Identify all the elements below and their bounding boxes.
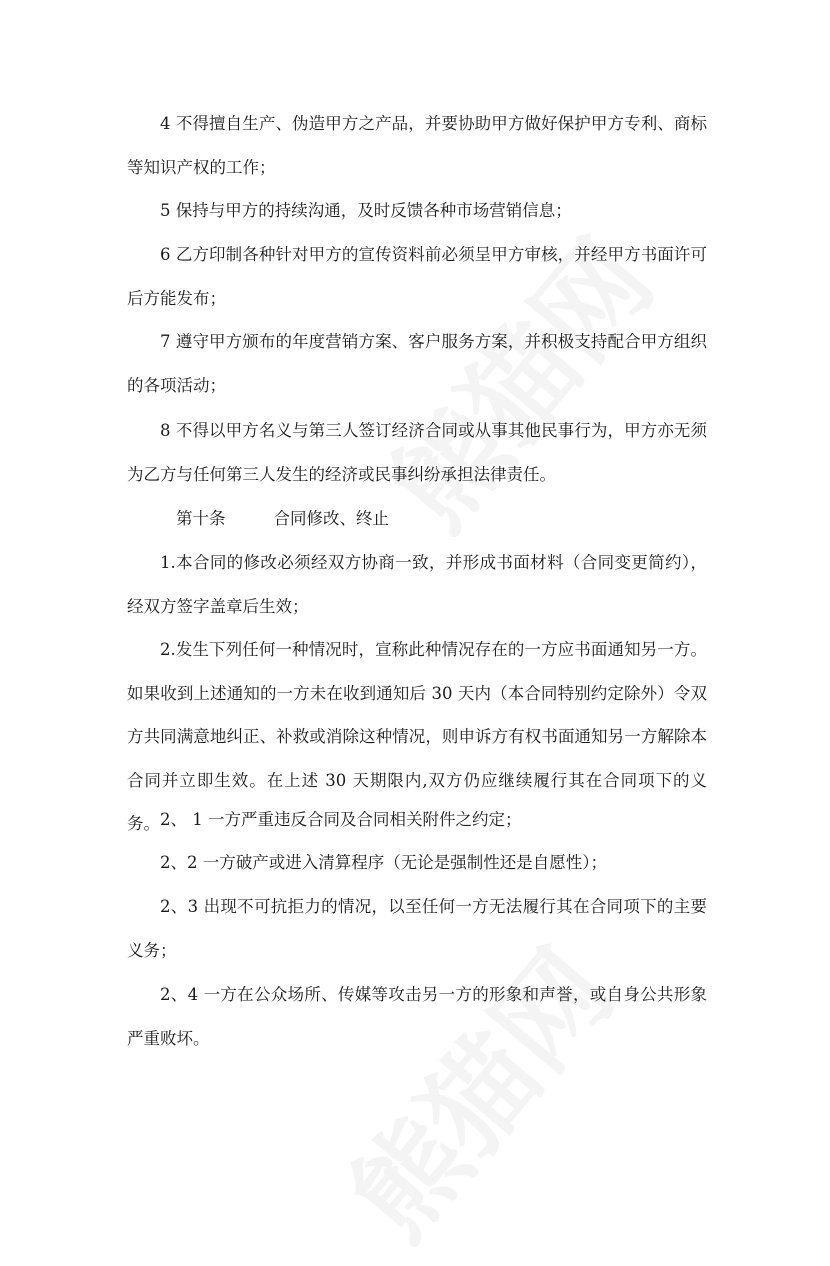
obligation-item-8: 8 不得以甲方名义与第三人签订经济合同或从事其他民事行为，甲方亦无须为乙方与任何第三人发生的经济或民事纠纷承担法律责任。 [127, 421, 707, 484]
article-heading [176, 497, 389, 541]
obligation-item-6: 6 乙方印制各种针对甲方的宣传资料前必须呈甲方审核，并经甲方书面许可后方能发布； [127, 245, 707, 308]
clause-2: 2.发生下列任何一种情况时，宣称此种情况存在的一方应书面通知另一方。如果收到上述通知的一方未在收到通知后 30 天内（本合同特别约定除外）令双方共同满意地纠正、补救或消除这种情况，则申诉方有权书面通知另一方解除本合同并立即生效。在上述 30 天期限内,双方仍应继续履行其在合同项下的义务。 [127, 640, 707, 833]
obligation-item-5: 5 保持与甲方的持续沟通，及时反馈各种市场营销信息； [160, 201, 572, 220]
clause-2-2: 2、2 一方破产或进入清算程序（无论是强制性还是自愿性）； [160, 853, 607, 872]
clause-2-3: 2、3 出现不可抗拒力的情况，以至任何一方无法履行其在合同项下的主要义务； [127, 897, 707, 960]
obligation-item-4: 4 不得擅自生产、伪造甲方之产品，并要协助甲方做好保护甲方专利、商标等知识产权的工作； [127, 114, 707, 177]
article-title: 合同修改、终止 [273, 509, 389, 528]
obligation-item-7: 7 遵守甲方颁布的年度营销方案、客户服务方案，并积极支持配合甲方组织的各项活动； [127, 332, 707, 395]
article-number: 第十条 [176, 509, 226, 528]
clause-1: 1.本合同的修改必须经双方协商一致，并形成书面材料（合同变更简约），经双方签字盖章后生效； [127, 553, 707, 616]
clause-2-4: 2、4 一方在公众场所、传媒等攻击另一方的形象和声誉，或自身公共形象严重败坏。 [127, 985, 707, 1048]
clause-2-1: 2、 1 一方严重违反合同及合同相关附件之约定； [160, 810, 522, 829]
